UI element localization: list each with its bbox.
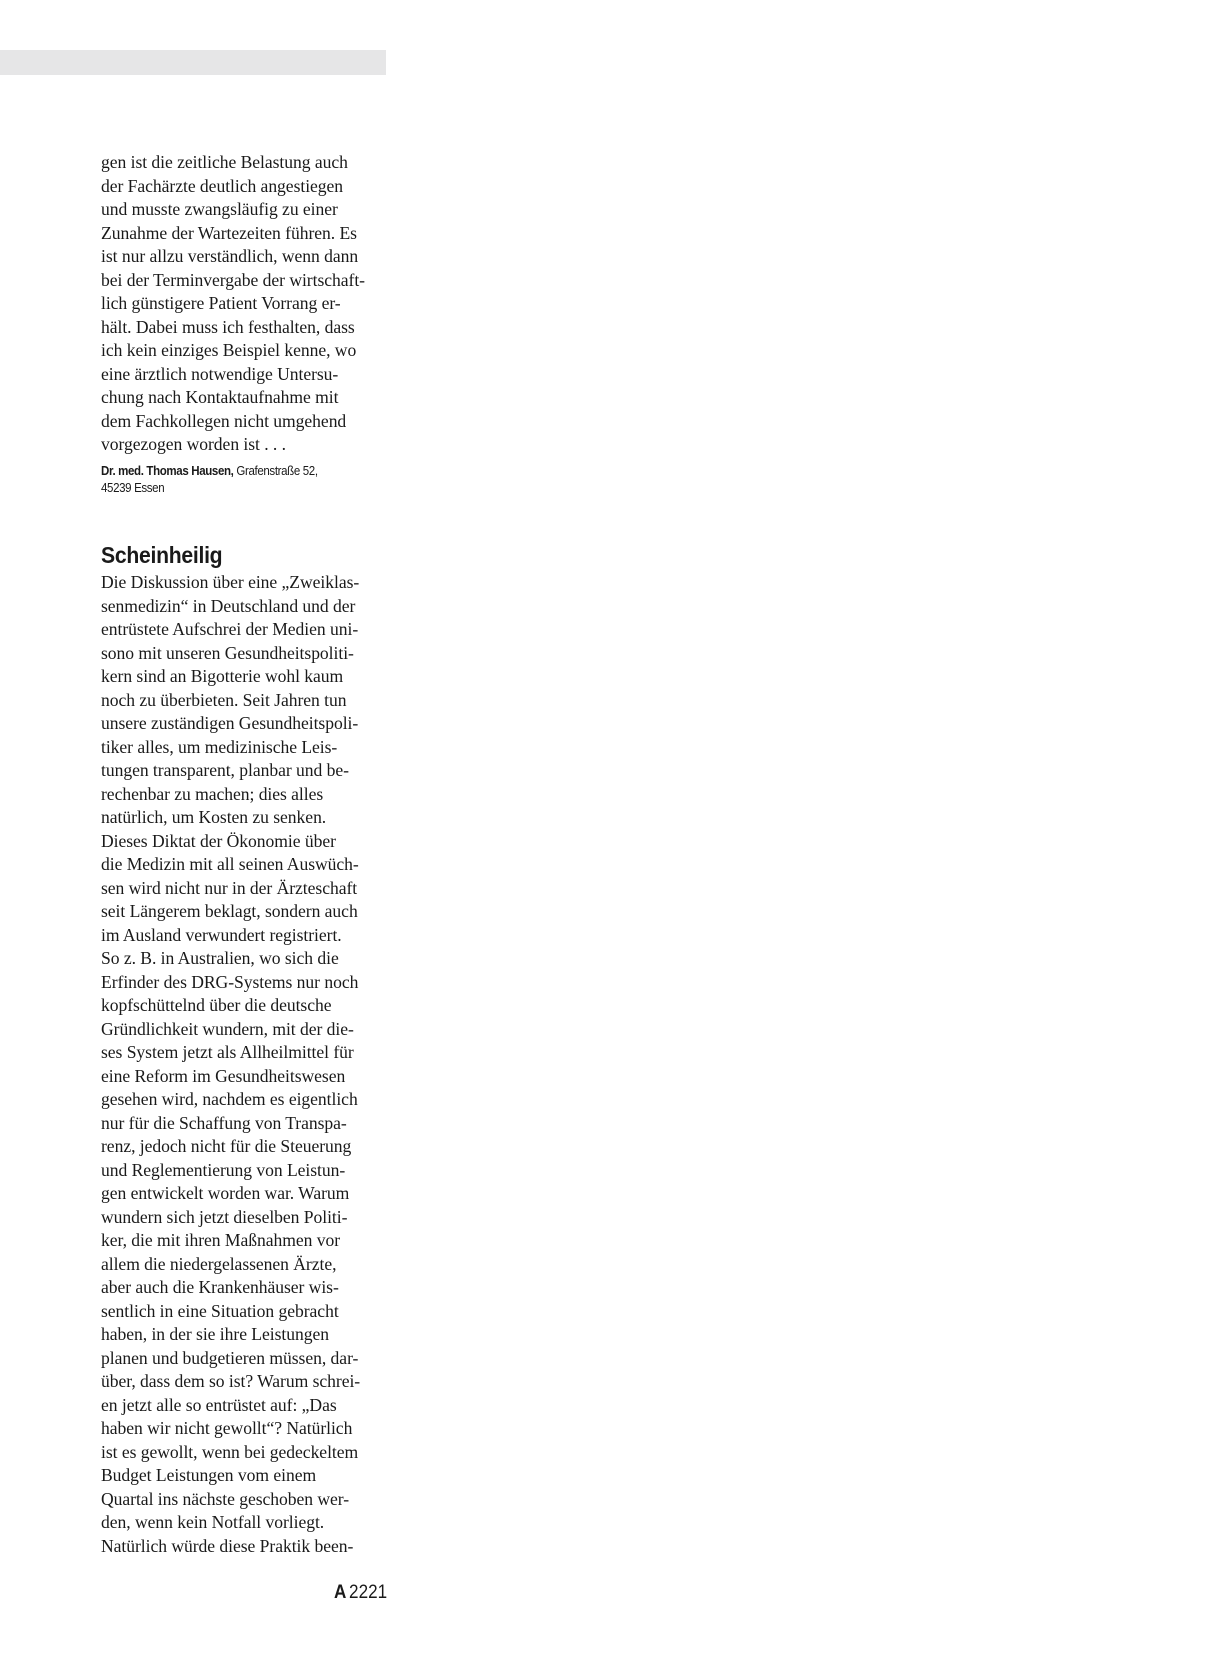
body-line: kern sind an Bigotterie wohl kaum	[101, 666, 344, 686]
body-line: planen und budgetieren müssen, dar-	[101, 1347, 359, 1368]
page-number	[334, 1581, 387, 1605]
header-bar	[0, 50, 386, 75]
body-line: allem die niedergelassenen Ärzte,	[101, 1253, 337, 1274]
body-line: Quartal ins nächste geschoben wer-	[101, 1488, 350, 1509]
body-line: Zunahme der Wartezeiten führen. Es	[101, 222, 357, 243]
signature-name: Dr. med. Thomas Hausen,	[101, 462, 234, 478]
letter-signature	[101, 462, 398, 496]
body-line: Erfinder des DRG-Systems nur noch	[101, 971, 359, 992]
letter-scheinheilig	[101, 540, 391, 1558]
body-line: noch zu überbieten. Seit Jahren tun	[101, 689, 347, 710]
body-line: und Reglementierung von Leistun-	[101, 1159, 346, 1180]
letter-body	[101, 151, 391, 457]
body-line: Dieses Diktat der Ökonomie über	[101, 830, 336, 851]
body-line: gen ist die zeitliche Belastung auch	[101, 152, 348, 172]
letter-body	[101, 571, 391, 1558]
body-line: wundern sich jetzt dieselben Politi-	[101, 1206, 348, 1227]
body-line: eine Reform im Gesundheitswesen	[101, 1065, 346, 1086]
body-line: den, wenn kein Notfall vorliegt.	[101, 1512, 325, 1532]
page-section-letter: A	[334, 1582, 347, 1603]
body-line: So z. B. in Australien, wo sich die	[101, 948, 339, 968]
body-line: Natürlich würde diese Praktik been-	[101, 1535, 354, 1556]
body-line: haben, in der sie ihre Leistungen	[101, 1324, 329, 1344]
body-line: eine ärztlich notwendige Untersu-	[101, 363, 339, 384]
body-line: rechenbar zu machen; dies alles	[101, 783, 324, 804]
body-line: sen wird nicht nur in der Ärzteschaft	[101, 877, 358, 898]
body-line: en jetzt alle so entrüstet auf: „Das	[101, 1394, 337, 1415]
body-line: im Ausland verwundert registriert.	[101, 924, 342, 945]
body-line: tiker alles, um medizinische Leis-	[101, 736, 338, 757]
body-line: Budget Leistungen vom einem	[101, 1465, 317, 1485]
body-line: senmedizin“ in Deutschland und der	[101, 595, 356, 616]
body-line: Die Diskussion über eine „Zweiklas-	[101, 572, 360, 592]
body-line: seit Längerem beklagt, sondern auch	[101, 901, 358, 921]
body-line: nur für die Schaffung von Transpa-	[101, 1112, 347, 1133]
body-line: chung nach Kontaktaufnahme mit	[101, 387, 339, 407]
body-line: kopfschüttelnd über die deutsche	[101, 995, 332, 1015]
body-line: dem Fachkollegen nicht umgehend	[101, 410, 347, 431]
body-line: gen entwickelt worden war. Warum	[101, 1183, 350, 1203]
body-line: sono mit unseren Gesundheitspoliti-	[101, 642, 354, 663]
body-line: sentlich in eine Situation gebracht	[101, 1300, 339, 1321]
body-line: die Medizin mit all seinen Auswüch-	[101, 854, 359, 874]
body-line: hält. Dabei muss ich festhalten, dass	[101, 316, 355, 337]
body-line: bei der Terminvergabe der wirtschaft-	[101, 269, 365, 290]
body-line: unsere zuständigen Gesundheitspoli-	[101, 713, 359, 733]
body-line: Gründlichkeit wundern, mit der die-	[101, 1018, 354, 1039]
letter-headline: Scheinheilig	[101, 542, 223, 568]
page-number-value: 2221	[349, 1582, 388, 1603]
body-line: lich günstigere Patient Vorrang er-	[101, 293, 341, 313]
signature-street: Grafenstraße 52,	[233, 462, 318, 478]
body-line: ich kein einziges Beispiel kenne, wo	[101, 340, 357, 360]
body-line: ist nur allzu verständlich, wenn dann	[101, 246, 359, 266]
body-line: ker, die mit ihren Maßnahmen vor	[101, 1230, 341, 1250]
body-line: aber auch die Krankenhäuser wis-	[101, 1277, 339, 1297]
letter-continued	[101, 151, 391, 496]
body-line: ses System jetzt als Allheilmittel für	[101, 1042, 354, 1062]
body-line: entrüstete Aufschrei der Medien uni-	[101, 619, 359, 639]
body-line: tungen transparent, planbar und be-	[101, 760, 349, 780]
body-line: der Fachärzte deutlich angestiegen	[101, 175, 344, 196]
body-line: vorgezogen worden ist . . .	[101, 434, 286, 454]
body-line: über, dass dem so ist? Warum schrei-	[101, 1371, 361, 1391]
body-line: ist es gewollt, wenn bei gedeckeltem	[101, 1441, 359, 1462]
body-line: gesehen wird, nachdem es eigentlich	[101, 1089, 358, 1109]
body-line: renz, jedoch nicht für die Steuerung	[101, 1136, 352, 1156]
body-line: natürlich, um Kosten zu senken.	[101, 807, 327, 827]
body-line: und musste zwangsläufig zu einer	[101, 199, 338, 219]
body-line: haben wir nicht gewollt“? Natürlich	[101, 1418, 353, 1438]
signature-city: 45239 Essen	[101, 479, 165, 495]
